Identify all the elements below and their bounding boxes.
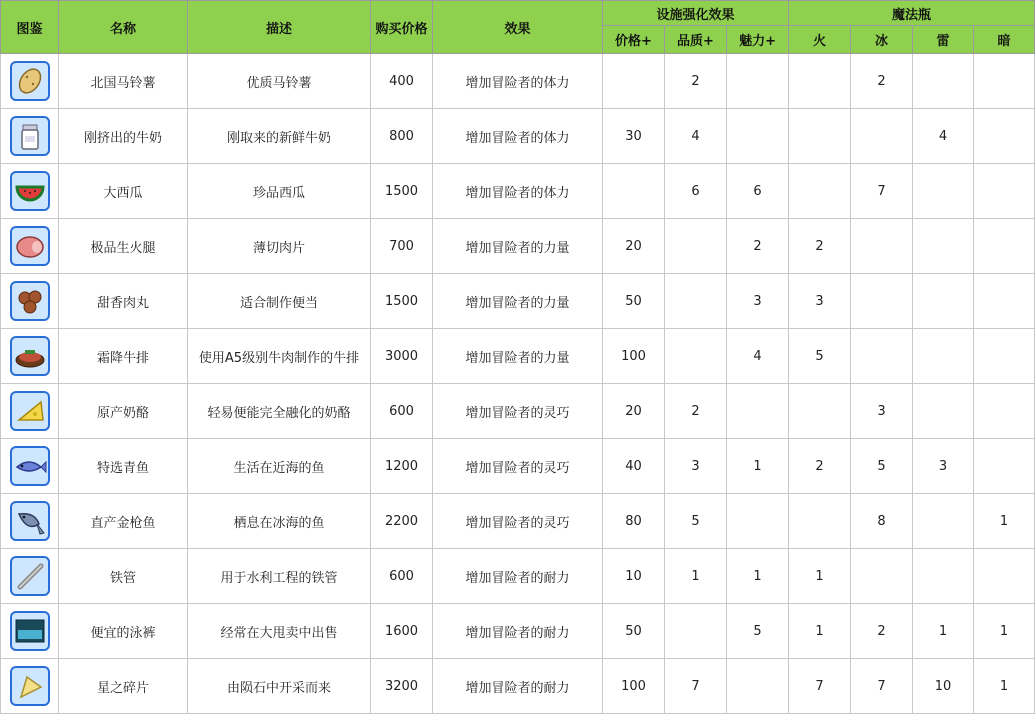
table-row	[1, 109, 1035, 164]
cell-name: 原产奶酪	[59, 384, 188, 439]
cell-dark	[974, 329, 1035, 384]
cell-f-price: 100	[603, 659, 665, 714]
watermelon-icon	[10, 171, 50, 211]
cell-thunder: 10	[913, 659, 974, 714]
header-icon: 图鉴	[1, 1, 59, 54]
header-facility-quality: 品质+	[665, 26, 727, 54]
cell-name: 直产金枪鱼	[59, 494, 188, 549]
cell-f-price: 100	[603, 329, 665, 384]
header-facility-charm: 魅力+	[727, 26, 789, 54]
cell-f-price: 50	[603, 274, 665, 329]
cell-ice: 7	[851, 164, 913, 219]
item-icon-cell	[1, 164, 59, 219]
header-facility: 设施强化效果	[603, 1, 789, 26]
pipe-icon	[10, 556, 50, 596]
swimsuit-icon	[10, 611, 50, 651]
cell-desc: 栖息在冰海的鱼	[188, 494, 371, 549]
table-row	[1, 329, 1035, 384]
cell-fire: 5	[789, 329, 851, 384]
cell-effect: 增加冒险者的力量	[433, 219, 603, 274]
item-icon-cell	[1, 274, 59, 329]
cell-dark	[974, 164, 1035, 219]
cell-effect: 增加冒险者的力量	[433, 329, 603, 384]
cell-f-price: 80	[603, 494, 665, 549]
item-icon-cell	[1, 439, 59, 494]
cell-f-quality: 3	[665, 439, 727, 494]
table-row	[1, 604, 1035, 659]
cell-f-quality: 5	[665, 494, 727, 549]
cell-dark	[974, 384, 1035, 439]
cell-f-quality: 6	[665, 164, 727, 219]
cell-thunder	[913, 494, 974, 549]
cell-f-quality: 4	[665, 109, 727, 164]
cell-effect: 增加冒险者的灵巧	[433, 439, 603, 494]
cell-f-price: 30	[603, 109, 665, 164]
cell-desc: 使用A5级别牛肉制作的牛排	[188, 329, 371, 384]
cell-dark	[974, 439, 1035, 494]
cell-f-quality	[665, 604, 727, 659]
cell-fire: 3	[789, 274, 851, 329]
cell-f-price: 20	[603, 384, 665, 439]
cell-desc: 由陨石中开采而来	[188, 659, 371, 714]
cell-fire: 2	[789, 439, 851, 494]
item-icon-cell	[1, 219, 59, 274]
cell-price: 1500	[371, 164, 433, 219]
cell-effect: 增加冒险者的耐力	[433, 659, 603, 714]
ham-icon	[10, 226, 50, 266]
cell-price: 3000	[371, 329, 433, 384]
cell-f-price	[603, 164, 665, 219]
cell-price: 600	[371, 384, 433, 439]
cell-f-charm	[727, 384, 789, 439]
cell-f-price	[603, 54, 665, 109]
table-row	[1, 164, 1035, 219]
table-row	[1, 659, 1035, 714]
cell-effect: 增加冒险者的灵巧	[433, 494, 603, 549]
cell-name: 甜香肉丸	[59, 274, 188, 329]
cell-ice	[851, 329, 913, 384]
cell-price: 1200	[371, 439, 433, 494]
cell-price: 600	[371, 549, 433, 604]
header-magic-fire: 火	[789, 26, 851, 54]
cell-f-quality	[665, 219, 727, 274]
cell-desc: 珍品西瓜	[188, 164, 371, 219]
cell-dark: 1	[974, 494, 1035, 549]
item-icon-cell	[1, 329, 59, 384]
header-facility-price: 价格+	[603, 26, 665, 54]
cell-desc: 刚取来的新鲜牛奶	[188, 109, 371, 164]
cell-ice: 5	[851, 439, 913, 494]
cell-f-quality: 2	[665, 54, 727, 109]
cell-ice: 2	[851, 604, 913, 659]
cell-desc: 适合制作便当	[188, 274, 371, 329]
cell-f-charm	[727, 109, 789, 164]
cell-ice	[851, 274, 913, 329]
item-icon-cell	[1, 659, 59, 714]
cell-name: 铁管	[59, 549, 188, 604]
potato-icon	[10, 61, 50, 101]
cell-effect: 增加冒险者的力量	[433, 274, 603, 329]
item-icon-cell	[1, 549, 59, 604]
cell-f-charm: 1	[727, 549, 789, 604]
cell-f-charm: 2	[727, 219, 789, 274]
cell-thunder	[913, 54, 974, 109]
header-magic-thunder: 雷	[913, 26, 974, 54]
cell-price: 1600	[371, 604, 433, 659]
cell-thunder	[913, 384, 974, 439]
cell-dark	[974, 274, 1035, 329]
meatball-icon	[10, 281, 50, 321]
cell-fire	[789, 384, 851, 439]
cell-thunder	[913, 219, 974, 274]
item-icon-cell	[1, 494, 59, 549]
cell-f-quality: 7	[665, 659, 727, 714]
cell-fire: 1	[789, 604, 851, 659]
table-row	[1, 274, 1035, 329]
header-magic-ice: 冰	[851, 26, 913, 54]
star-shard-icon	[10, 666, 50, 706]
cell-f-price: 50	[603, 604, 665, 659]
cell-f-charm: 3	[727, 274, 789, 329]
cell-effect: 增加冒险者的耐力	[433, 604, 603, 659]
cell-f-charm: 6	[727, 164, 789, 219]
header-magic: 魔法瓶	[789, 1, 1035, 26]
cell-effect: 增加冒险者的体力	[433, 54, 603, 109]
cell-effect: 增加冒险者的耐力	[433, 549, 603, 604]
table-row	[1, 549, 1035, 604]
cell-name: 霜降牛排	[59, 329, 188, 384]
cell-fire: 7	[789, 659, 851, 714]
cell-thunder: 1	[913, 604, 974, 659]
cell-ice	[851, 549, 913, 604]
cell-fire	[789, 109, 851, 164]
cell-desc: 轻易便能完全融化的奶酪	[188, 384, 371, 439]
cell-f-charm	[727, 659, 789, 714]
cell-name: 极品生火腿	[59, 219, 188, 274]
cell-desc: 生活在近海的鱼	[188, 439, 371, 494]
cell-thunder	[913, 274, 974, 329]
milk-icon	[10, 116, 50, 156]
header-price: 购买价格	[371, 1, 433, 54]
cell-f-charm: 1	[727, 439, 789, 494]
cell-f-price: 40	[603, 439, 665, 494]
cell-name: 特选青鱼	[59, 439, 188, 494]
cell-ice: 8	[851, 494, 913, 549]
cell-ice	[851, 219, 913, 274]
cell-f-charm: 5	[727, 604, 789, 659]
header-effect: 效果	[433, 1, 603, 54]
cell-price: 1500	[371, 274, 433, 329]
cell-price: 700	[371, 219, 433, 274]
item-icon-cell	[1, 54, 59, 109]
cell-f-quality: 2	[665, 384, 727, 439]
cell-name: 北国马铃薯	[59, 54, 188, 109]
item-icon-cell	[1, 384, 59, 439]
item-icon-cell	[1, 109, 59, 164]
cell-thunder: 3	[913, 439, 974, 494]
cell-f-charm	[727, 494, 789, 549]
mackerel-icon	[10, 446, 50, 486]
tuna-icon	[10, 501, 50, 541]
cell-name: 便宜的泳裤	[59, 604, 188, 659]
cell-effect: 增加冒险者的灵巧	[433, 384, 603, 439]
steak-icon	[10, 336, 50, 376]
header-magic-dark: 暗	[974, 26, 1035, 54]
cell-fire	[789, 54, 851, 109]
cell-f-quality	[665, 329, 727, 384]
cell-ice: 3	[851, 384, 913, 439]
cell-thunder: 4	[913, 109, 974, 164]
cell-dark: 1	[974, 659, 1035, 714]
cell-price: 400	[371, 54, 433, 109]
cell-effect: 增加冒险者的体力	[433, 109, 603, 164]
cell-fire	[789, 494, 851, 549]
cell-f-charm: 4	[727, 329, 789, 384]
cell-dark	[974, 219, 1035, 274]
cell-price: 2200	[371, 494, 433, 549]
cell-f-charm	[727, 54, 789, 109]
cell-f-price: 20	[603, 219, 665, 274]
cell-dark	[974, 549, 1035, 604]
cell-fire: 1	[789, 549, 851, 604]
cell-ice: 7	[851, 659, 913, 714]
cell-dark: 1	[974, 604, 1035, 659]
cell-name: 星之碎片	[59, 659, 188, 714]
cell-desc: 用于水利工程的铁管	[188, 549, 371, 604]
cell-dark	[974, 109, 1035, 164]
cell-name: 刚挤出的牛奶	[59, 109, 188, 164]
cell-price: 3200	[371, 659, 433, 714]
table-row	[1, 439, 1035, 494]
cell-desc: 薄切肉片	[188, 219, 371, 274]
cell-thunder	[913, 329, 974, 384]
table-row	[1, 219, 1035, 274]
table-row	[1, 54, 1035, 109]
table-row	[1, 384, 1035, 439]
cell-f-price: 10	[603, 549, 665, 604]
cell-f-quality: 1	[665, 549, 727, 604]
header-desc: 描述	[188, 1, 371, 54]
cell-fire	[789, 164, 851, 219]
cell-dark	[974, 54, 1035, 109]
cheese-icon	[10, 391, 50, 431]
cell-desc: 经常在大甩卖中出售	[188, 604, 371, 659]
cell-thunder	[913, 549, 974, 604]
table-row	[1, 494, 1035, 549]
cell-fire: 2	[789, 219, 851, 274]
cell-name: 大西瓜	[59, 164, 188, 219]
cell-price: 800	[371, 109, 433, 164]
header-name: 名称	[59, 1, 188, 54]
cell-f-quality	[665, 274, 727, 329]
cell-ice: 2	[851, 54, 913, 109]
cell-ice	[851, 109, 913, 164]
item-icon-cell	[1, 604, 59, 659]
cell-thunder	[913, 164, 974, 219]
cell-desc: 优质马铃薯	[188, 54, 371, 109]
cell-effect: 增加冒险者的体力	[433, 164, 603, 219]
